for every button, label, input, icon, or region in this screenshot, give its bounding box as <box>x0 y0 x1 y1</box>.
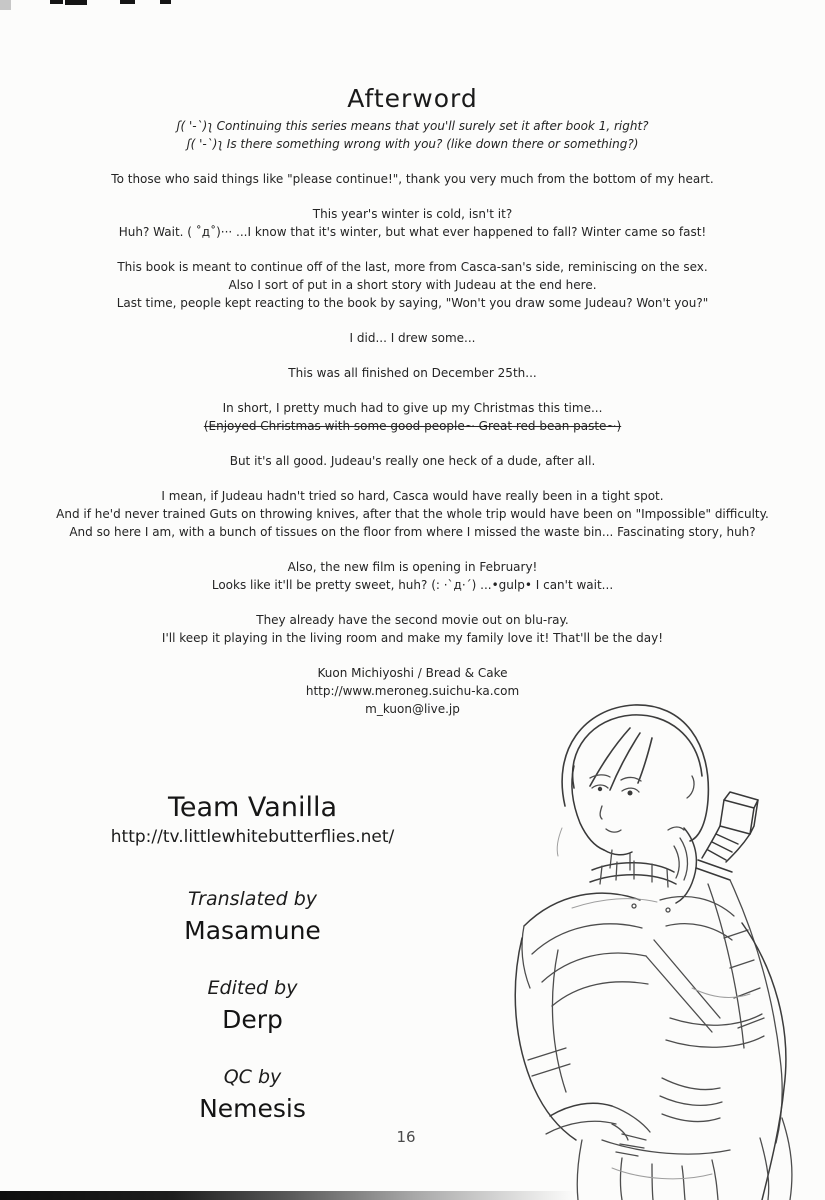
credit-role-name: Masamune <box>184 916 321 945</box>
afterword-paragraph <box>0 558 825 594</box>
afterword-section <box>0 84 825 735</box>
scan-artifact <box>65 0 87 5</box>
afterword-line: Last time, people kept reacting to the book by saying, "Won't you draw some Judeau? Won't you?" <box>116 296 709 310</box>
afterword-line: Also, the new film is opening in February! <box>287 560 538 574</box>
scan-artifact <box>160 0 171 4</box>
afterword-paragraph <box>0 258 825 312</box>
afterword-paragraph <box>0 329 825 347</box>
credits-section <box>0 792 505 1152</box>
afterword-line: And so here I am, with a bunch of tissues on the floor from where I missed the waste bin... Fascinating story, huh? <box>69 525 756 539</box>
credits-roles <box>0 885 505 1127</box>
credit-role <box>0 974 505 1038</box>
afterword-line: ʃ( '-`)ʅ Is there something wrong with you? (like down there or something?) <box>186 137 639 151</box>
credit-role-name: Nemesis <box>199 1094 306 1123</box>
credit-role <box>0 1063 505 1127</box>
afterword-line: This was all finished on December 25th... <box>288 366 537 380</box>
afterword-line: (Enjoyed Christmas with some good people~ Great red bean paste~) <box>203 419 622 433</box>
afterword-line: This book is meant to continue off of the last, more from Casca-san's side, reminiscing on the sex. <box>117 260 708 274</box>
credit-role-name: Derp <box>222 1005 283 1034</box>
afterword-paragraph <box>0 452 825 470</box>
scan-artifact <box>120 0 135 4</box>
afterword-line: http://www.meroneg.suichu-ka.com <box>305 684 520 698</box>
credit-role <box>0 885 505 949</box>
afterword-line: m_kuon@live.jp <box>365 702 460 716</box>
afterword-paragraph <box>0 399 825 435</box>
afterword-paragraph <box>0 205 825 241</box>
afterword-paragraph <box>0 117 825 153</box>
page-number: 16 <box>396 1128 416 1146</box>
team-name: Team Vanilla <box>167 792 338 823</box>
afterword-body <box>0 117 825 718</box>
afterword-line: In short, I pretty much had to give up my Christmas this time... <box>222 401 603 415</box>
afterword-paragraph <box>0 170 825 188</box>
afterword-line: I mean, if Judeau hadn't tried so hard, Casca would have really been in a tight spot. <box>161 489 664 503</box>
afterword-line: This year's winter is cold, isn't it? <box>312 207 513 221</box>
credit-role-label: Translated by <box>188 888 317 910</box>
afterword-line: Huh? Wait. ( ˚д˚)··· ...I know that it's winter, but what ever happened to fall? Winter came so fast! <box>118 225 707 239</box>
team-url: http://tv.littlewhitebutterflies.net/ <box>110 827 395 847</box>
afterword-line: I did... I drew some... <box>349 331 476 345</box>
credit-role-label: Edited by <box>207 977 298 999</box>
scan-artifact-bottom <box>0 1191 575 1200</box>
credit-role-label: QC by <box>223 1066 282 1088</box>
afterword-line: Kuon Michiyoshi / Bread & Cake <box>317 666 508 680</box>
afterword-paragraph <box>0 487 825 541</box>
scan-artifact <box>50 0 63 4</box>
afterword-line: To those who said things like "please continue!", thank you very much from the bottom of my heart. <box>111 172 714 186</box>
scan-artifact <box>0 0 11 10</box>
afterword-line: I'll keep it playing in the living room and make my family love it! That'll be the day! <box>161 631 664 645</box>
afterword-line: And if he'd never trained Guts on throwing knives, after that the whole trip would have been on "Impossible" difficulty. <box>56 507 769 521</box>
afterword-paragraph <box>0 364 825 382</box>
afterword-line: Looks like it'll be pretty sweet, huh? (: ·`д·´) ...•gulp• I can't wait... <box>211 578 614 592</box>
afterword-line: Also I sort of put in a short story with Judeau at the end here. <box>228 278 597 292</box>
page-title: Afterword <box>347 84 478 113</box>
afterword-paragraph <box>0 611 825 647</box>
character-sketch <box>462 688 825 1200</box>
afterword-line: ʃ( '-`)ʅ Continuing this series means that you'll surely set it after book 1, right? <box>176 119 649 133</box>
afterword-line: But it's all good. Judeau's really one heck of a dude, after all. <box>229 454 596 468</box>
afterword-line: They already have the second movie out on blu-ray. <box>256 613 569 627</box>
